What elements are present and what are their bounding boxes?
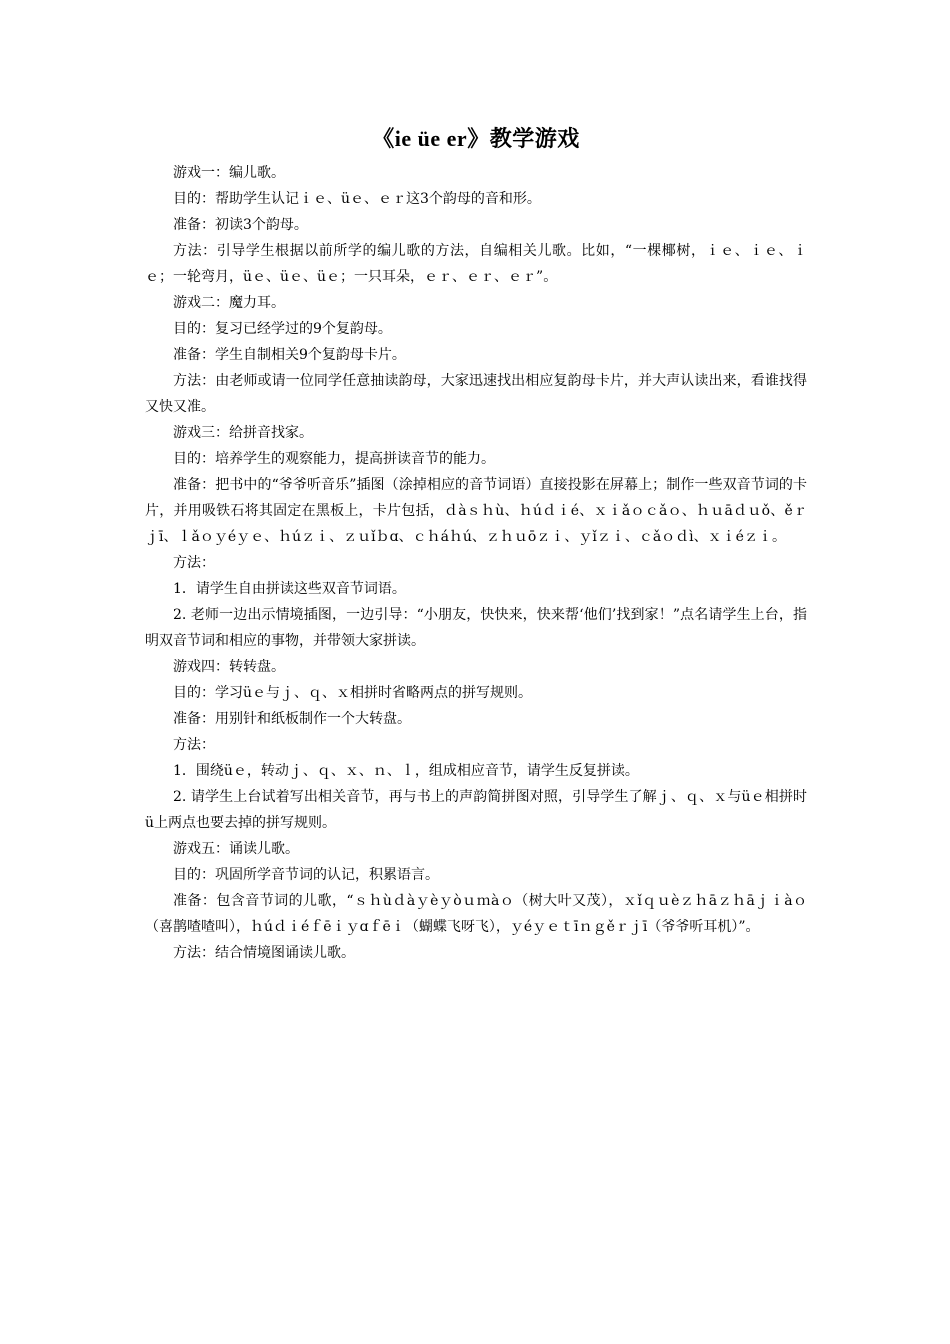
paragraph-game3-prep: 准备：把书中的“爷爷听音乐”插图（涂掉相应的音节词语）直接投影在屏幕上；制作一些双音节词的卡片，并用吸铁石将其固定在黑板上，卡片包括，ｄàｓｈù、ｈúｄｉé、ｘｉǎｏｃǎｏ、ｈｕāｄｕǒ、ěｒｊī、ｌǎｏｙéｙｅ、ｈúｚｉ、ｚｕǐｂɑ、ｃｈáｈú、ｚｈｕōｚｉ、ｙǐｚｉ、ｃǎｏｄì、ｘｉéｚｉ。 bbox=[145, 477, 807, 545]
paragraph-game1-heading: 游戏一：编儿歌。 bbox=[173, 165, 285, 181]
document-body bbox=[145, 160, 807, 966]
paragraph-game1-purpose: 目的：帮助学生认记ｉｅ、üｅ、ｅｒ这3个韵母的音和形。 bbox=[173, 191, 541, 207]
document-title: 《ie üe er》教学游戏 bbox=[372, 126, 580, 151]
paragraph-game5-method: 方法：结合情境图诵读儿歌。 bbox=[173, 945, 355, 961]
paragraph-game4-step1: 1．围绕üｅ，转动ｊ、ｑ、ｘ、ｎ、ｌ，组成相应音节，请学生反复拼读。 bbox=[173, 763, 639, 779]
paragraph-game3-purpose: 目的：培养学生的观察能力，提高拼读音节的能力。 bbox=[173, 451, 495, 467]
paragraph-game5-purpose: 目的：巩固所学音节词的认记，积累语言。 bbox=[173, 867, 439, 883]
paragraph-game3-step1: 1．请学生自由拼读这些双音节词语。 bbox=[173, 581, 406, 597]
paragraph-game3-heading: 游戏三：给拼音找家。 bbox=[173, 425, 313, 441]
paragraph-game4-prep: 准备：用别针和纸板制作一个大转盘。 bbox=[173, 711, 411, 727]
paragraph-game3-method-label: 方法： bbox=[173, 555, 215, 571]
paragraph-game2-heading: 游戏二：魔力耳。 bbox=[173, 295, 285, 311]
paragraph-game4-purpose: 目的：学习üｅ与ｊ、ｑ、ｘ相拼时省略两点的拼写规则。 bbox=[173, 685, 533, 701]
paragraph-game4-step2: 2. 请学生上台试着写出相关音节，再与书上的声韵简拼图对照，引导学生了解ｊ、ｑ、ｘ与üｅ相拼时ü上两点也要去掉的拼写规则。 bbox=[145, 789, 807, 831]
paragraph-game2-method: 方法：由老师或请一位同学任意抽读韵母，大家迅速找出相应复韵母卡片，并大声认读出来，看谁找得又快又准。 bbox=[145, 373, 807, 415]
paragraph-game3-step2: 2. 老师一边出示情境插图，一边引导：“小朋友，快快来，快来帮‘他们’找到家！”点名请学生上台，指明双音节词和相应的事物，并带领大家拼读。 bbox=[145, 607, 807, 649]
paragraph-game2-prep: 准备：学生自制相关9个复韵母卡片。 bbox=[173, 347, 406, 363]
paragraph-game1-method: 方法：引导学生根据以前所学的编儿歌的方法，自编相关儿歌。比如，“一棵椰树，ｉｅ、ｉｅ、ｉｅ；一轮弯月，üｅ、üｅ、üｅ；一只耳朵，ｅｒ、ｅｒ、ｅｒ”。 bbox=[145, 243, 807, 285]
paragraph-game4-heading: 游戏四：转转盘。 bbox=[173, 659, 285, 675]
paragraph-game4-method-label: 方法： bbox=[173, 737, 215, 753]
paragraph-game2-purpose: 目的：复习已经学过的9个复韵母。 bbox=[173, 321, 392, 337]
document-page bbox=[145, 122, 807, 966]
paragraph-game5-heading: 游戏五：诵读儿歌。 bbox=[173, 841, 299, 857]
paragraph-game1-prep: 准备：初读3个韵母。 bbox=[173, 217, 308, 233]
paragraph-game5-prep: 准备：包含音节词的儿歌，“ｓｈùｄàｙèｙòｕｍàｏ（树大叶又茂），ｘǐｑｕèｚｈāｚｈāｊｉàｏ（喜鹊喳喳叫），ｈúｄｉéｆēｉｙɑｆēｉ（蝴蝶飞呀飞），ｙéｙｅｔīｎｇěｒｊī（爷爷听耳机）”。 bbox=[145, 893, 807, 935]
